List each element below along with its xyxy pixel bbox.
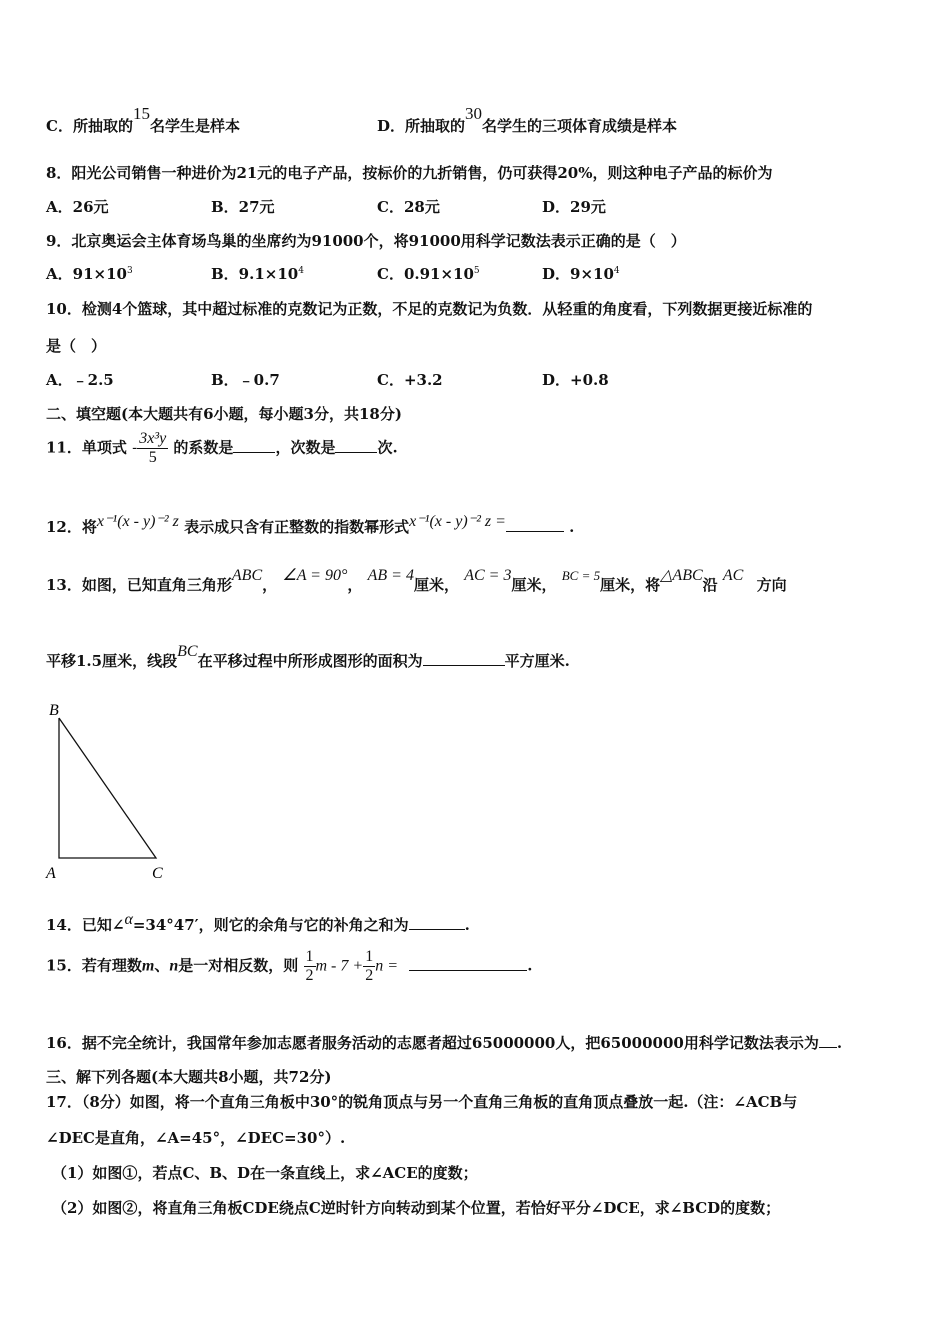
q10-option-d: D．+0.8	[542, 371, 609, 389]
q9-stem: 9．北京奥运会主体育场鸟巢的坐席约为91000个，将91000用科学记数法表示正确的是（ ）	[46, 232, 686, 250]
q14: 14．已知∠α=34°47′，则它的余角与它的补角之和为 .	[46, 911, 470, 934]
q12-expression: x⁻¹(x - y)⁻² z	[96, 513, 179, 530]
q13-line2: 平移1.5厘米，线段BC在平移过程中所形成图形的面积为 平方厘米.	[46, 643, 570, 670]
q9-option-a: A．$91\times 10^3$	[46, 265, 133, 283]
q15-fraction-1: $\frac{1}{2}$	[305, 948, 314, 984]
q11: 11．单项式 - $\frac{\text{3x³y}}{5}$ 的系数是 ，次数是 次.	[46, 430, 398, 466]
q15-blank[interactable]	[409, 956, 527, 971]
triangle-figure	[40, 698, 180, 888]
q12-blank[interactable]	[506, 517, 564, 532]
figure-label-c: C	[152, 865, 163, 882]
q16: 16．据不完全统计，我国常年参加志愿者服务活动的志愿者超过65000000人，把65000000用科学记数法表示为 .	[46, 1034, 843, 1052]
q7-option-c-number: 15	[132, 104, 150, 123]
q17-line1: 17．（8分）如图，将一个直角三角板中30°的锐角顶点与另一个直角三角板的直角顶点叠放一起.（注：∠ACB与	[46, 1093, 798, 1111]
q15: 15．若有理数m、n是一对相反数，则 $\frac{1}{2}$ m - 7 + $\frac{1}{2}$ n = .	[46, 948, 533, 984]
q17-line2: ∠DEC是直角，∠A=45°，∠DEC=30°）.	[46, 1129, 346, 1147]
q10-option-a: A．﹣2.5	[46, 371, 114, 389]
q7-option-c: C．所抽取的15名学生是样本	[46, 104, 240, 135]
q16-blank[interactable]	[819, 1033, 837, 1048]
q10-stem-line1: 10．检测4个篮球，其中超过标准的克数记为正数，不足的克数记为负数．从轻重的角度看，下列数据更接近标准的	[46, 300, 813, 318]
q8-option-d: D．29元	[542, 198, 606, 216]
figure-label-a: A	[46, 865, 56, 882]
q7-option-d: D．所抽取的30名学生的三项体育成绩是样本	[377, 104, 678, 135]
figure-label-b: B	[49, 702, 59, 719]
q11-fraction: $\frac{\text{3x³y}}{5}$	[139, 430, 167, 466]
q10-stem-line2: 是（ ）	[46, 337, 107, 355]
q11-blank-2[interactable]	[335, 438, 377, 453]
q8-option-a: A．26元	[46, 198, 109, 216]
q13-line1: 13．如图，已知直角三角形ABC， ∠A = 90°， AB = 4厘米， AC = 3厘米， BC = 5厘米，将△ABC沿 AC 方向	[46, 567, 787, 594]
q17-part1: （1）如图①，若点C、B、D在一条直线上，求∠ACE的度数；	[52, 1164, 478, 1182]
q8-option-c: C．28元	[377, 198, 440, 216]
q9-option-c: C．$0.91\times 10^5$	[377, 265, 480, 283]
q10-option-c: C．+3.2	[377, 371, 443, 389]
q9-option-d: D．$9\times 10^4$	[542, 265, 620, 283]
q12-expression-2: x⁻¹(x - y)⁻² z =	[409, 513, 506, 530]
q8-option-b: B．27元	[211, 198, 275, 216]
q17-part2: （2）如图②，将直角三角板CDE绕点C逆时针方向转动到某个位置，若恰好平分∠DCE，求∠BCD的度数；	[52, 1199, 781, 1217]
q11-blank-1[interactable]	[233, 438, 275, 453]
q13-blank[interactable]	[423, 651, 505, 666]
q7-option-d-number: 30	[465, 104, 483, 123]
q15-fraction-2: $\frac{1}{2}$	[365, 948, 374, 984]
q12: 12．将x⁻¹(x - y)⁻² z 表示成只含有正整数的指数幂形式x⁻¹(x - y)⁻² z = .	[46, 513, 575, 536]
q14-blank[interactable]	[409, 915, 465, 930]
section-2-heading: 二、填空题(本大题共有6小题，每小题3分，共18分)	[46, 405, 402, 423]
section-3-heading: 三、解下列各题(本大题共8小题，共72分)	[46, 1068, 332, 1086]
q10-option-b: B．﹣0.7	[211, 371, 280, 389]
q9-option-b: B．$9.1\times 10^4$	[211, 265, 304, 283]
q8-stem: 8．阳光公司销售一种进价为21元的电子产品，按标价的九折销售，仍可获得20%，则这种电子产品的标价为	[46, 164, 773, 182]
